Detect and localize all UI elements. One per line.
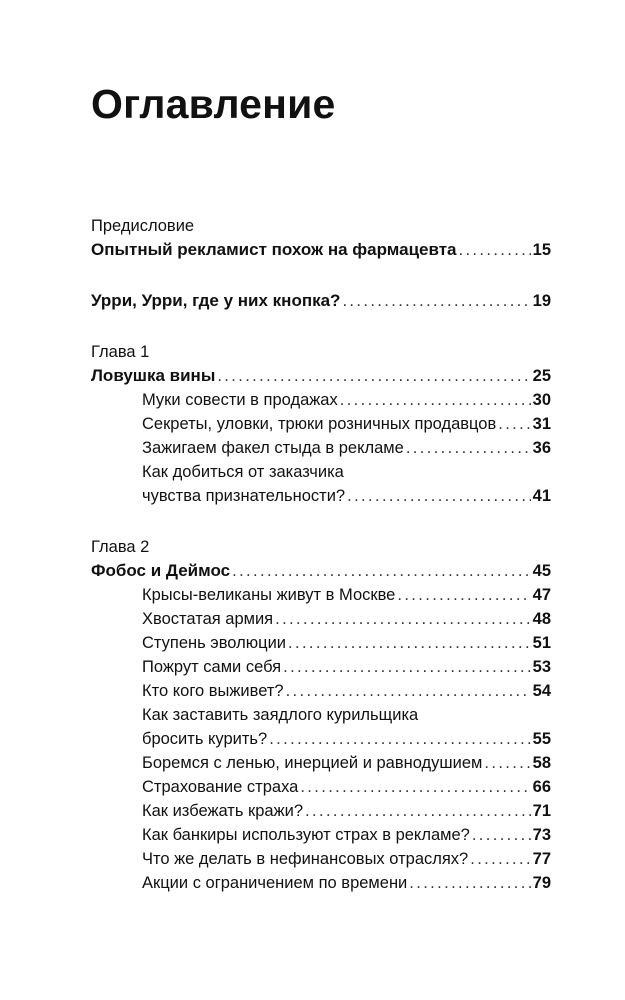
preface-label: Предисловие: [91, 217, 195, 235]
toc-entry[interactable]: [91, 799, 551, 823]
toc-entry-preface[interactable]: [91, 238, 551, 262]
toc-entry-intro[interactable]: [91, 289, 551, 313]
entry-title: Муки совести в продажах: [142, 391, 338, 409]
dot-leader: [406, 436, 531, 460]
page-number: 36: [532, 439, 551, 457]
page-number: 54: [532, 682, 551, 700]
toc-entry[interactable]: [91, 847, 551, 871]
entry-title: Крысы-великаны живут в Москве: [142, 586, 396, 604]
entry-title: Как избежать кражи?: [142, 802, 304, 820]
spacer: [91, 262, 551, 289]
toc-entry[interactable]: [91, 679, 551, 703]
toc-entry[interactable]: [91, 751, 551, 775]
entry-title: чувства признательности?: [142, 487, 346, 505]
entry-title: Пожрут сами себя: [142, 658, 282, 676]
entry-title: Страхование страха: [142, 778, 299, 796]
entry-title-line: Как заставить заядлого курильщика: [142, 706, 419, 724]
page-number: 58: [532, 754, 551, 772]
spacer: [91, 313, 551, 340]
entry-title: Фобос и Деймос: [91, 561, 231, 580]
dot-leader: [217, 364, 530, 388]
dot-leader: [472, 823, 531, 847]
page-number: 51: [532, 634, 551, 652]
dot-leader: [498, 412, 530, 436]
dot-leader: [342, 289, 530, 313]
page-number: 48: [532, 610, 551, 628]
toc-entry[interactable]: [91, 823, 551, 847]
toc-entry-chapter-1[interactable]: [91, 364, 551, 388]
page-number: 66: [532, 778, 551, 796]
dot-leader: [300, 775, 530, 799]
page-number: 77: [532, 850, 551, 868]
dot-leader: [288, 631, 531, 655]
toc-entry[interactable]: [91, 871, 551, 895]
spacer: [91, 508, 551, 535]
entry-title: Зажигаем факел стыда в рекламе: [142, 439, 404, 457]
entry-title: Боремся с ленью, инерцией и равнодушием: [142, 754, 483, 772]
toc-entry[interactable]: [91, 583, 551, 607]
toc-entry[interactable]: [91, 775, 551, 799]
page-number: 31: [532, 415, 551, 433]
page-number: 47: [532, 586, 551, 604]
entry-title: Кто кого выживет?: [142, 682, 284, 700]
dot-leader: [340, 388, 531, 412]
dot-leader: [470, 847, 530, 871]
page-number: 55: [532, 730, 551, 748]
dot-leader: [305, 799, 531, 823]
entry-title: Опытный рекламист похож на фармацевта: [91, 240, 457, 259]
toc-entry[interactable]: [91, 607, 551, 631]
page-title: Оглавление: [91, 81, 336, 127]
page-number: 73: [532, 826, 551, 844]
toc-entry[interactable]: [91, 388, 551, 412]
page-number: 15: [532, 241, 551, 259]
entry-title: Хвостатая армия: [142, 610, 274, 628]
entry-title: Что же делать в нефинансовых отраслях?: [142, 850, 469, 868]
table-of-contents: [91, 214, 551, 895]
toc-entry[interactable]: [91, 727, 551, 751]
page-number: 53: [532, 658, 551, 676]
page-number: 30: [532, 391, 551, 409]
entry-title: Секреты, уловки, трюки розничных продавцов: [142, 415, 497, 433]
toc-entry-chapter-2[interactable]: [91, 559, 551, 583]
entry-title: Акции с ограничением по времени: [142, 874, 408, 892]
toc-entry[interactable]: [91, 484, 551, 508]
dot-leader: [484, 751, 530, 775]
page-number: 41: [532, 487, 551, 505]
entry-title: бросить курить?: [142, 730, 268, 748]
toc-entry[interactable]: [91, 631, 551, 655]
dot-leader: [409, 871, 530, 895]
entry-title: Ступень эволюции: [142, 634, 287, 652]
page-number: 19: [532, 292, 551, 310]
dot-leader: [397, 583, 530, 607]
chapter-2-label: Глава 2: [91, 538, 150, 556]
page-number: 71: [532, 802, 551, 820]
dot-leader: [458, 238, 530, 262]
dot-leader: [347, 484, 531, 508]
chapter-1-label: Глава 1: [91, 343, 150, 361]
dot-leader: [269, 727, 530, 751]
page-number: 45: [532, 562, 551, 580]
entry-title: Урри, Урри, где у них кнопка?: [91, 291, 341, 310]
entry-title: Как банкиры используют страх в рекламе?: [142, 826, 470, 844]
toc-entry[interactable]: [91, 655, 551, 679]
toc-entry[interactable]: [91, 412, 551, 436]
page-number: 79: [532, 874, 551, 892]
dot-leader: [283, 655, 531, 679]
dot-leader: [275, 607, 531, 631]
entry-title: Ловушка вины: [91, 366, 216, 385]
page-number: 25: [532, 367, 551, 385]
entry-title-line: Как добиться от заказчика: [142, 463, 344, 481]
dot-leader: [286, 679, 531, 703]
toc-entry[interactable]: [91, 436, 551, 460]
dot-leader: [232, 559, 531, 583]
